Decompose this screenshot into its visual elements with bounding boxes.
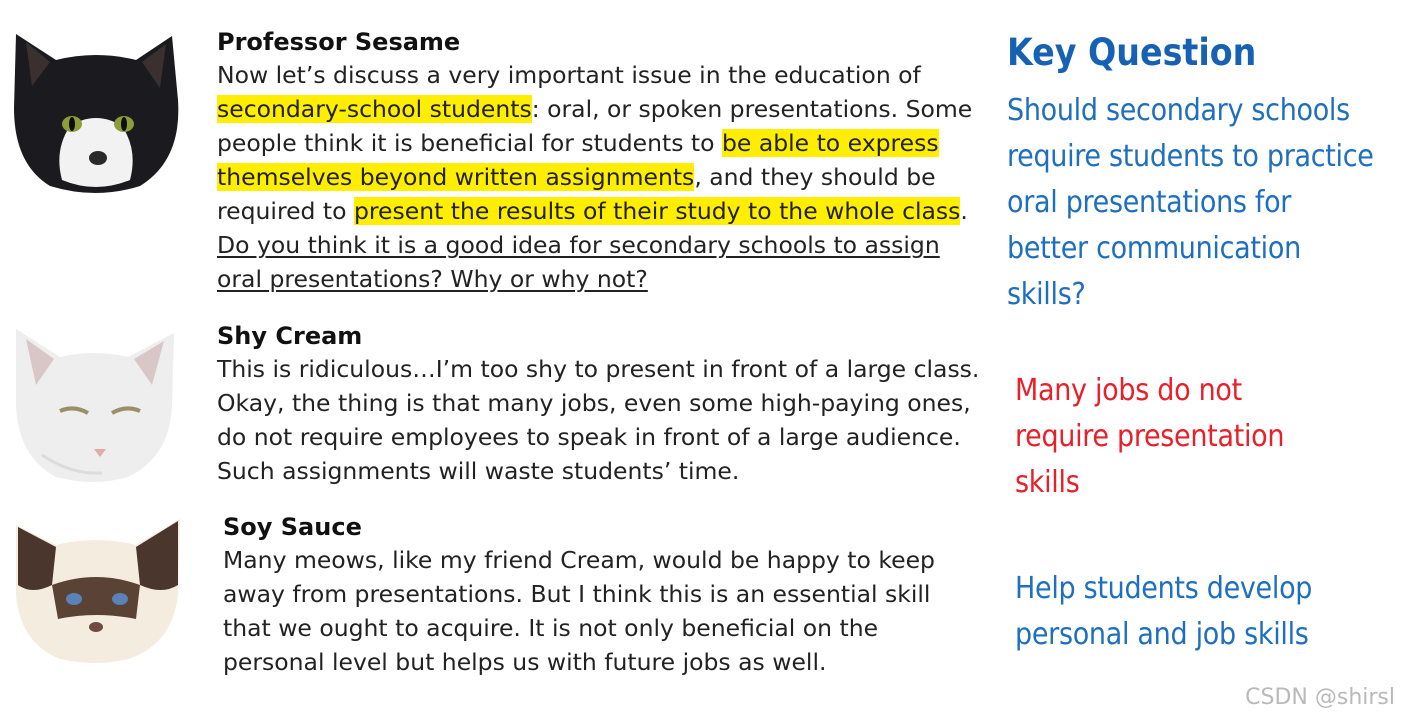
professor-sesame-text [217,58,977,296]
shy-cream-note: Many jobs do not require presentation skills [1015,373,1285,500]
soy-sauce-cat-avatar [12,515,184,665]
soy-sauce-note: Help students develop personal and job skills [1015,571,1313,652]
text-segment: : oral, or spoken presentations. Some people think it is beneficial for students to [217,95,973,157]
shy-cream-text: This is ridiculous…I’m too shy to present in front of a large class. Okay, the thing is that many jobs, even some high-paying ones, do not require employees to speak in front of a large audience. Such assignments will waste students’ time. [217,355,980,485]
soy-sauce-text: Many meows, like my friend Cream, would be happy to keep away from presentations. But I think this is an essential skill that we ought to acquire. It is not only beneficial on the personal level but helps us with future jobs as well. [223,546,935,676]
soy-sauce-block [223,511,983,679]
key-question-text: Should secondary schools require students to practice oral presentations for better communication skills? [1007,93,1374,312]
highlighted-phrase: secondary-school students [217,95,532,123]
highlighted-phrase: be able to express themselves beyond written assignments [217,129,939,191]
underlined-question: Do you think it is a good idea for secondary schools to assign oral presentations? Why or why not? [217,231,940,293]
text-segment: Now let’s discuss a very important issue in the education of [217,61,921,89]
speaker-name-soy-sauce: Soy Sauce [223,513,362,541]
shy-cream-cat-avatar [12,325,176,485]
professor-sesame-cat-avatar [10,30,182,198]
text-segment: . [960,197,968,225]
speaker-name-professor-sesame: Professor Sesame [217,28,461,56]
watermark: CSDN @shirsl [1245,685,1395,710]
key-question-title: Key Question [1007,31,1257,74]
highlighted-phrase: present the results of their study to the whole class [354,197,961,225]
speaker-name-shy-cream: Shy Cream [217,322,363,350]
text-segment: , and they should be required to [217,163,936,225]
professor-sesame-block [217,26,977,296]
shy-cream-block [217,320,1007,488]
